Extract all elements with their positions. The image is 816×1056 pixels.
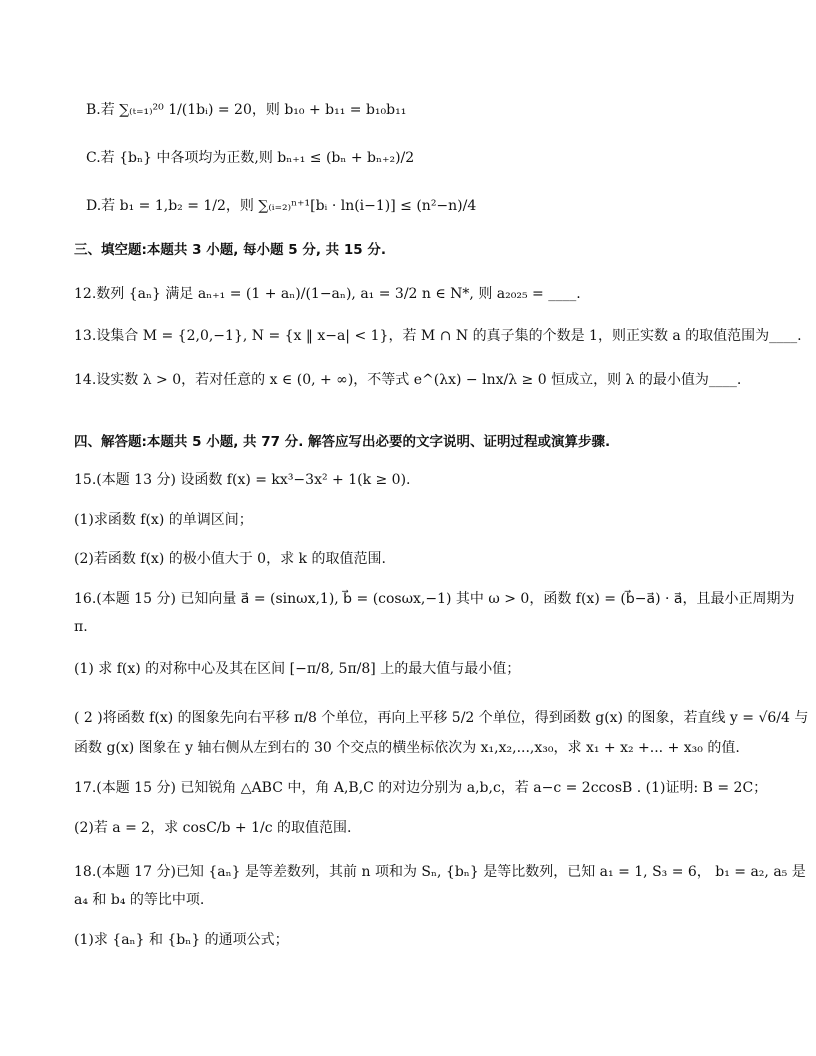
question-18: 18.(本题 17 分)已知 {aₙ} 是等差数列，其前 n 项和为 Sₙ, {bₙ} 是等比数列，已知 a₁ = 1, S₃ = 6， b₁ = a₂, a₅ 是 [74,864,806,880]
option-c: C.若 {bₙ} 中各项均为正数,则 bₙ₊₁ ≤ (bₙ + bₙ₊₂)/2 [86,150,415,166]
question-15: 15.(本题 13 分) 设函数 f(x) = kx³−3x² + 1(k ≥ 0). [74,472,411,488]
question-18-continued: a₄ 和 b₄ 的等比中项. [74,892,205,908]
question-17: 17.(本题 15 分) 已知锐角 △ABC 中，角 A,B,C 的对边分别为 a,b,c，若 a−c = 2ccosB . (1)证明: B = 2C； [74,780,768,796]
section-3-heading: 三、填空题:本题共 3 小题, 每小题 5 分, 共 15 分. [74,242,386,258]
question-15-part-2: (2)若函数 f(x) 的极小值大于 0，求 k 的取值范围. [74,551,386,567]
question-16-part-2: ( 2 )将函数 f(x) 的图象先向右平移 π/8 个单位，再向上平移 5/2 个单位，得到函数 g(x) 的图象，若直线 y = √6/4 与 [74,710,809,726]
question-15-part-1: (1)求函数 f(x) 的单调区间； [74,512,253,528]
question-18-part-1: (1)求 {aₙ} 和 {bₙ} 的通项公式； [74,932,289,948]
question-16-part-1: (1) 求 f(x) 的对称中心及其在区间 [−π/8, 5π/8] 上的最大值与最小值； [74,661,521,677]
question-16-continued: π. [74,619,88,635]
question-16-part-2-continued: 函数 g(x) 图象在 y 轴右侧从左到右的 30 个交点的横坐标依次为 x₁,x₂,...,x₃₀，求 x₁ + x₂ +... + x₃₀ 的值. [74,740,740,756]
section-4-heading: 四、解答题:本题共 5 小题, 共 77 分. 解答应写出必要的文字说明、证明过程或演算步骤. [74,434,611,450]
question-17-part-2: (2)若 a = 2，求 cosC/b + 1/c 的取值范围. [74,820,352,836]
question-13: 13.设集合 M = {2,0,−1}, N = {x ‖ x−a| < 1}，若 M ∩ N 的真子集的个数是 1，则正实数 a 的取值范围为____. [74,328,802,344]
question-12: 12.数列 {aₙ} 满足 aₙ₊₁ = (1 + aₙ)/(1−aₙ), a₁ = 3/2 n ∈ N*, 则 a₂₀₂₅ = ____. [74,286,581,302]
question-14: 14.设实数 λ > 0，若对任意的 x ∈ (0, + ∞)，不等式 e^(λx) − lnx/λ ≥ 0 恒成立，则 λ 的最小值为____. [74,372,742,388]
option-b: B.若 ∑₍ₜ₌₁₎²⁰ 1/(1bᵢ) = 20，则 b₁₀ + b₁₁ = b₁₀b₁₁ [86,102,407,118]
option-d: D.若 b₁ = 1,b₂ = 1/2，则 ∑₍ᵢ₌₂₎ⁿ⁺¹[bᵢ · ln(i−1)] ≤ (n²−n)/4 [86,198,477,214]
question-16: 16.(本题 15 分) 已知向量 a⃗ = (sinωx,1), b⃗ = (cosωx,−1) 其中 ω > 0，函数 f(x) = (b⃗−a⃗) · a⃗，且最小正周期为 [74,591,795,607]
